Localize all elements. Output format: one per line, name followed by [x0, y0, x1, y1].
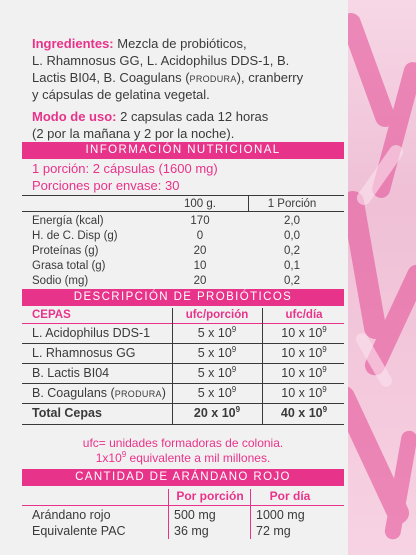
exp: 9	[322, 344, 327, 354]
ingredients-label: Ingredientes:	[32, 36, 114, 51]
produra-small: PRODURA	[114, 389, 162, 399]
probiotic-row-v2	[264, 346, 344, 360]
note-base: 1x10	[95, 451, 122, 465]
usage-line2: (2 por la mañana y 2 por la noche).	[32, 126, 235, 141]
nutrition-row-name: H. de C. Disp (g)	[32, 230, 118, 242]
probiotics-divider-1	[172, 308, 173, 424]
nutrition-rule-header	[22, 211, 344, 212]
probiotic-row-name: B. Coagulans (PRODURA)	[32, 386, 166, 400]
probiotic-row-v2	[264, 326, 344, 340]
probiotic-row-v2	[264, 386, 344, 400]
cranberry-row-v2: 72 mg	[256, 524, 291, 538]
note-rest: equivalente a mil millones.	[126, 451, 271, 465]
exp: 9	[231, 364, 237, 374]
billion-note	[22, 451, 344, 465]
exp: 9	[231, 344, 237, 354]
nutrition-row-name: Sodio (mg)	[32, 275, 89, 287]
probiotics-col0: CEPAS	[32, 309, 71, 321]
usage-label: Modo de uso:	[32, 109, 117, 124]
nutrition-row-v2: 0,2	[284, 245, 300, 257]
exp: 9	[235, 404, 241, 414]
probiotics-col2: ufc/día	[285, 309, 323, 321]
ingredients-line2: L. Rhamnosus GG, L. Acidophilus DDS-1, B.	[32, 53, 290, 68]
usage-line1	[32, 108, 268, 125]
nutrition-row-v2: 0,0	[284, 230, 300, 242]
portion-text: 1 porción: 2 cápsulas (1600 mg)	[32, 161, 218, 176]
nutrition-col-divider	[248, 195, 249, 211]
nutrition-row-v1: 20	[193, 245, 207, 257]
probiotics-rule	[22, 343, 344, 344]
bacteria-background-image	[348, 0, 416, 555]
nutrition-row-v2: 0,2	[284, 275, 300, 287]
cranberry-rule-header	[22, 505, 344, 506]
cranberry-row-name: Arándano rojo	[32, 508, 111, 522]
cranberry-col2: Por día	[269, 489, 311, 503]
probiotic-v1-base: 5 x 10	[197, 326, 232, 340]
cranberry-row-v1: 36 mg	[174, 524, 209, 538]
label-panel	[22, 22, 344, 542]
nutrition-row-name: Grasa total (g)	[32, 260, 106, 272]
ingredients-text: Mezcla de probióticos,	[113, 36, 247, 51]
cranberry-row-name: Equivalente PAC	[32, 524, 126, 538]
nutrition-row-v2: 0,1	[284, 260, 300, 272]
exp: 9	[322, 384, 327, 394]
exp: 9	[322, 324, 327, 334]
probiotics-rule-header	[22, 323, 344, 324]
probiotic-v2-base: 10 x 10	[281, 366, 323, 380]
usage-text: 2 capsulas cada 12 horas	[116, 109, 269, 124]
probiotics-header: DESCRIPCIÓN DE PROBIÓTICOS	[22, 289, 344, 306]
probiotic-row-v1	[174, 386, 260, 400]
ingredients-line1	[32, 35, 247, 52]
probiotic-v2-base: 10 x 10	[281, 346, 323, 360]
probiotic-name-text: B. Coagulans (	[32, 386, 115, 400]
nutrition-row-v2: 2,0	[284, 215, 300, 227]
probiotic-v2-base: 10 x 10	[281, 386, 323, 400]
nutrition-row-name: Energía (kcal)	[32, 215, 104, 227]
exp: 9	[322, 364, 327, 374]
total-v1-base: 20 x 10	[193, 406, 236, 420]
probiotic-v2-base: 10 x 10	[281, 326, 323, 340]
cranberry-row-v1: 500 mg	[174, 508, 216, 522]
cranberry-header: CANTIDAD DE ARÁNDANO ROJO	[22, 469, 344, 486]
probiotics-col1: ufc/porción	[185, 309, 249, 321]
cranberry-divider-1	[168, 489, 169, 539]
cranberry-divider-2	[250, 489, 251, 539]
probiotic-row-name: B. Lactis BI04	[32, 366, 110, 380]
ingredients-line4: y cápsulas de gelatina vegetal.	[32, 87, 210, 102]
nutrition-col1: 100 g.	[184, 198, 216, 210]
servings-text: Porciones por envase: 30	[32, 178, 180, 193]
probiotics-rule	[22, 403, 344, 404]
nutrition-row-name: Proteínas (g)	[32, 245, 99, 257]
nutrition-header: INFORMACIÓN NUTRICIONAL	[22, 142, 344, 159]
probiotic-row-v1	[174, 326, 260, 340]
total-v2-base: 40 x 10	[280, 406, 323, 420]
total-label: Total Cepas	[32, 406, 102, 420]
nutrition-row-v1: 10	[193, 260, 207, 272]
nutrition-row-v1: 170	[190, 215, 210, 227]
exp: 9	[231, 384, 237, 394]
nutrition-rule-top	[22, 195, 344, 196]
exp: 9	[231, 324, 237, 334]
cranberry-row-v2: 1000 mg	[256, 508, 305, 522]
exp: 9	[322, 404, 328, 414]
probiotics-rule	[22, 363, 344, 364]
probiotics-rule-bottom	[22, 424, 344, 425]
probiotic-row-v1	[174, 346, 260, 360]
probiotic-row-name: L. Rhamnosus GG	[32, 346, 136, 360]
produra-small: PRODURA	[189, 74, 237, 84]
nutrition-col2: 1 Porción	[267, 198, 317, 210]
probiotics-divider-2	[262, 308, 263, 424]
probiotic-row-name: L. Acidophilus DDS-1	[32, 326, 151, 340]
nutrition-row-v1: 0	[196, 230, 204, 242]
probiotic-v1-base: 5 x 10	[197, 386, 232, 400]
ingredients-line3c: ), cranberry	[236, 70, 304, 85]
exp: 9	[121, 450, 127, 459]
probiotic-row-v1	[174, 366, 260, 380]
total-v1	[174, 406, 260, 420]
nutrition-row-v1: 20	[193, 275, 207, 287]
probiotics-rule	[22, 383, 344, 384]
probiotic-v1-base: 5 x 10	[197, 346, 232, 360]
ufc-note: ufc= unidades formadoras de colonia.	[82, 436, 284, 450]
ingredients-line3a: Lactis BI04, B. Coagulans (	[32, 70, 190, 85]
cranberry-col1: Por porción	[176, 489, 244, 503]
probiotic-v1-base: 5 x 10	[197, 366, 232, 380]
total-v2	[264, 406, 344, 420]
probiotic-row-v2	[264, 366, 344, 380]
